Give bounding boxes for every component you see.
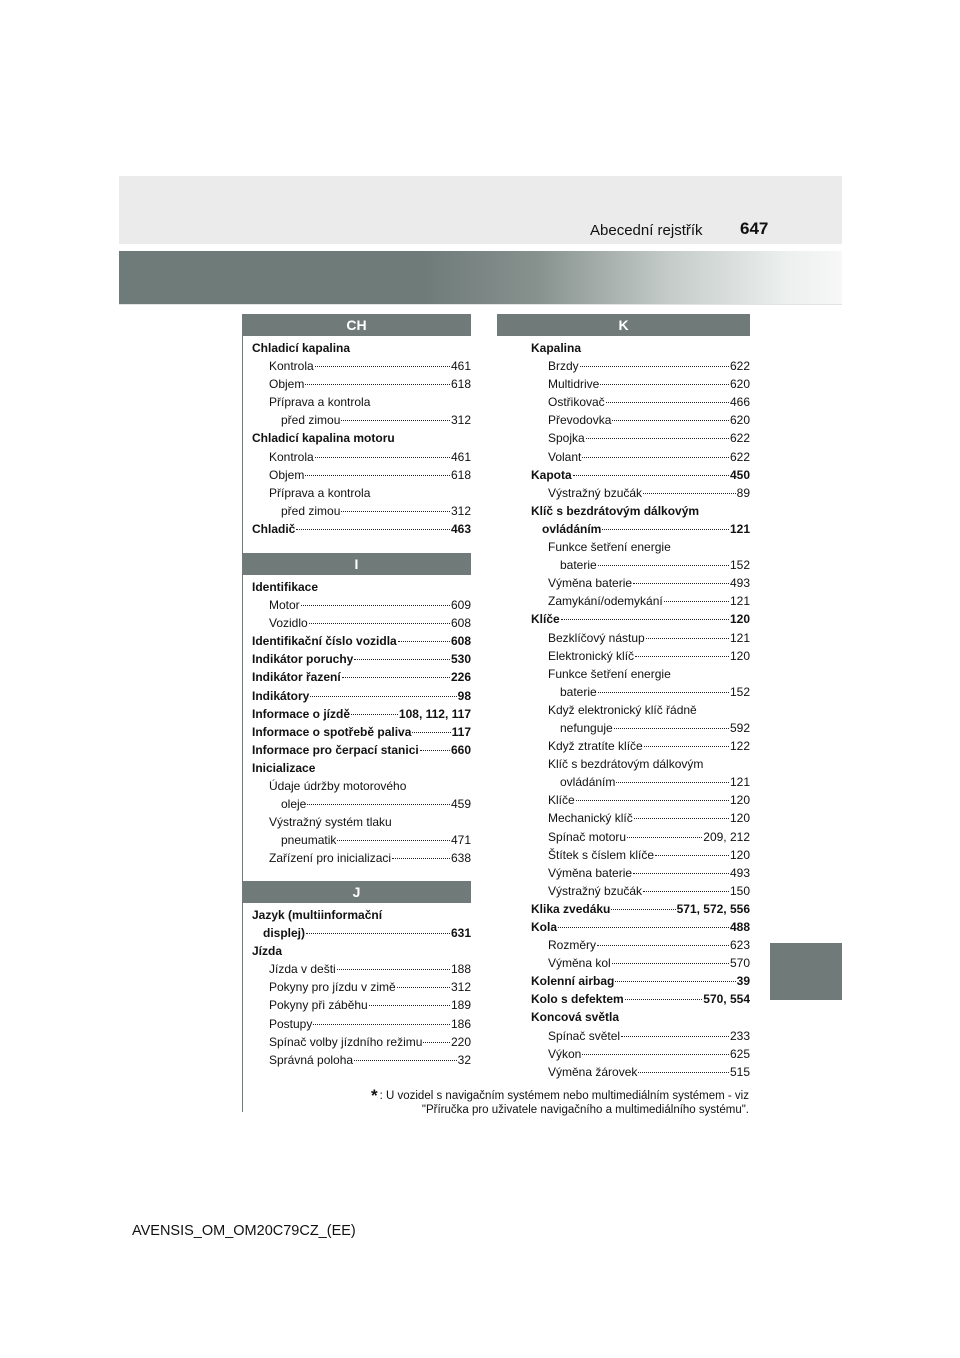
index-entry: Výkon 625 <box>531 1045 750 1063</box>
index-entry: Jízda v dešti 188 <box>252 960 471 978</box>
index-entry: Výměna baterie 493 <box>531 574 750 592</box>
index-entry: displej) 631 <box>252 924 471 942</box>
index-entry: Klíč s bezdrátovým dálkovým <box>531 503 700 518</box>
index-entry: Mechanický klíč 120 <box>531 809 750 827</box>
index-list-i <box>252 578 471 868</box>
index-entry: Zamykání/odemykání 121 <box>531 592 750 610</box>
index-entry: Brzdy 622 <box>531 357 750 375</box>
footnote <box>370 1086 749 1117</box>
index-entry: Výstražný systém tlaku <box>269 815 392 830</box>
index-entry: Výměna baterie 493 <box>531 864 750 882</box>
index-entry: Kolenní airbag 39 <box>531 972 750 990</box>
index-entry: Kola 488 <box>531 918 750 936</box>
index-entry: Když ztratíte klíče 122 <box>531 737 750 755</box>
index-entry: Příprava a kontrola <box>269 485 371 500</box>
index-entry: Výměna žárovek 515 <box>531 1063 750 1081</box>
index-entry: Výstražný bzučák 150 <box>531 882 750 900</box>
index-entry: baterie 152 <box>531 683 750 701</box>
index-entry: Kapalina <box>531 341 582 355</box>
index-entry: Identifikace <box>252 580 319 594</box>
index-entry: Kolo s defektem 570, 554 <box>531 990 750 1008</box>
left-column-rule <box>242 314 243 1112</box>
index-entry: Bezklíčový nástup 121 <box>531 629 750 647</box>
index-entry: Kontrola 461 <box>252 357 471 375</box>
index-entry: Funkce šetření energie <box>548 666 671 681</box>
index-entry: Rozměry 623 <box>531 936 750 954</box>
index-entry: Pokyny pro jízdu v zimě 312 <box>252 978 471 996</box>
index-entry: Klíče 120 <box>531 791 750 809</box>
index-entry: Pokyny při záběhu 189 <box>252 996 471 1014</box>
index-entry: Objem 618 <box>252 466 471 484</box>
index-entry: Inicializace <box>252 760 316 775</box>
index-entry: Výstražný bzučák 89 <box>531 484 750 502</box>
index-entry: Klíč s bezdrátovým dálkovým <box>548 757 704 772</box>
page-header-title: Abecední rejstřík <box>590 222 703 239</box>
index-entry: Koncová světla <box>531 1010 620 1025</box>
index-entry: Indikátor poruchy 530 <box>252 650 471 668</box>
index-entry: Jízda <box>252 944 283 959</box>
index-entry: Funkce šetření energie <box>548 540 671 555</box>
footnote-line-1: : U vozidel s navigačním systémem nebo multimediálním systémem - viz <box>379 1090 749 1102</box>
index-entry: Chladič 463 <box>252 520 471 538</box>
index-entry: ovládáním 121 <box>531 773 750 791</box>
section-header-k: K <box>497 314 750 336</box>
index-entry: Motor 609 <box>252 596 471 614</box>
index-entry: pneumatik 471 <box>252 831 471 849</box>
index-entry: oleje 459 <box>252 795 471 813</box>
index-entry: Identifikační číslo vozidla 608 <box>252 632 471 650</box>
index-entry: Klika zvedáku 571, 572, 556 <box>531 900 750 918</box>
index-entry: Převodovka 620 <box>531 411 750 429</box>
index-entry: Když elektronický klíč řádně <box>548 702 697 717</box>
index-entry: před zimou 312 <box>252 502 471 520</box>
index-entry: Volant 622 <box>531 448 750 466</box>
document-code: AVENSIS_OM_OM20C79CZ_(EE) <box>132 1223 356 1239</box>
index-entry: baterie 152 <box>531 556 750 574</box>
footnote-star: * <box>370 1086 378 1105</box>
index-entry: Zařízení pro inicializaci 638 <box>252 849 471 867</box>
index-entry: Informace o jízdě 108, 112, 117 <box>252 705 471 723</box>
section-header-i: I <box>242 553 471 575</box>
footnote-line-2: "Příručka pro uživatele navigačního a multimediálního systému". <box>421 1104 749 1116</box>
index-entry: Spínač motoru 209, 212 <box>531 828 750 846</box>
index-list-j <box>252 906 471 1069</box>
section-header-j: J <box>242 881 471 903</box>
index-entry: před zimou 312 <box>252 411 471 429</box>
index-entry: Objem 618 <box>252 375 471 393</box>
section-header-ch: CH <box>242 314 471 336</box>
index-entry: Chladicí kapalina motoru <box>252 431 395 446</box>
decorative-band <box>119 251 842 304</box>
index-entry: Informace pro čerpací stanici 660 <box>252 741 471 759</box>
index-entry: Příprava a kontrola <box>269 395 371 410</box>
index-entry: Štítek s číslem klíče 120 <box>531 846 750 864</box>
index-list-ch <box>252 339 471 538</box>
index-entry: Výměna kol 570 <box>531 954 750 972</box>
index-entry: Kontrola 461 <box>252 448 471 466</box>
index-entry: Klíče 120 <box>531 610 750 628</box>
index-entry: Elektronický klíč 120 <box>531 647 750 665</box>
index-entry: Spínač světel 233 <box>531 1027 750 1045</box>
index-entry: Indikátory 98 <box>252 687 471 705</box>
index-entry: Postupy 186 <box>252 1015 471 1033</box>
index-entry: Kapota 450 <box>531 466 750 484</box>
divider <box>119 304 842 305</box>
index-entry: nefunguje 592 <box>531 719 750 737</box>
index-entry: Správná poloha 32 <box>252 1051 471 1069</box>
page-number: 647 <box>740 219 769 238</box>
index-entry: Spojka 622 <box>531 429 750 447</box>
index-entry: Vozidlo 608 <box>252 614 471 632</box>
index-entry: ovládáním 121 <box>531 520 750 538</box>
index-entry: Jazyk (multiinformační <box>252 908 383 922</box>
index-list-k <box>531 339 750 1081</box>
index-entry: Spínač volby jízdního režimu 220 <box>252 1033 471 1051</box>
index-entry: Informace o spotřebě paliva 117 <box>252 723 471 741</box>
index-entry: Chladicí kapalina <box>252 341 351 355</box>
index-entry: Indikátor řazení 226 <box>252 668 471 686</box>
index-entry: Multidrive 620 <box>531 375 750 393</box>
header-bar <box>119 176 842 244</box>
index-entry: Údaje údržby motorového <box>269 779 407 794</box>
chapter-tab-marker <box>770 943 842 1000</box>
index-entry: Ostřikovač 466 <box>531 393 750 411</box>
